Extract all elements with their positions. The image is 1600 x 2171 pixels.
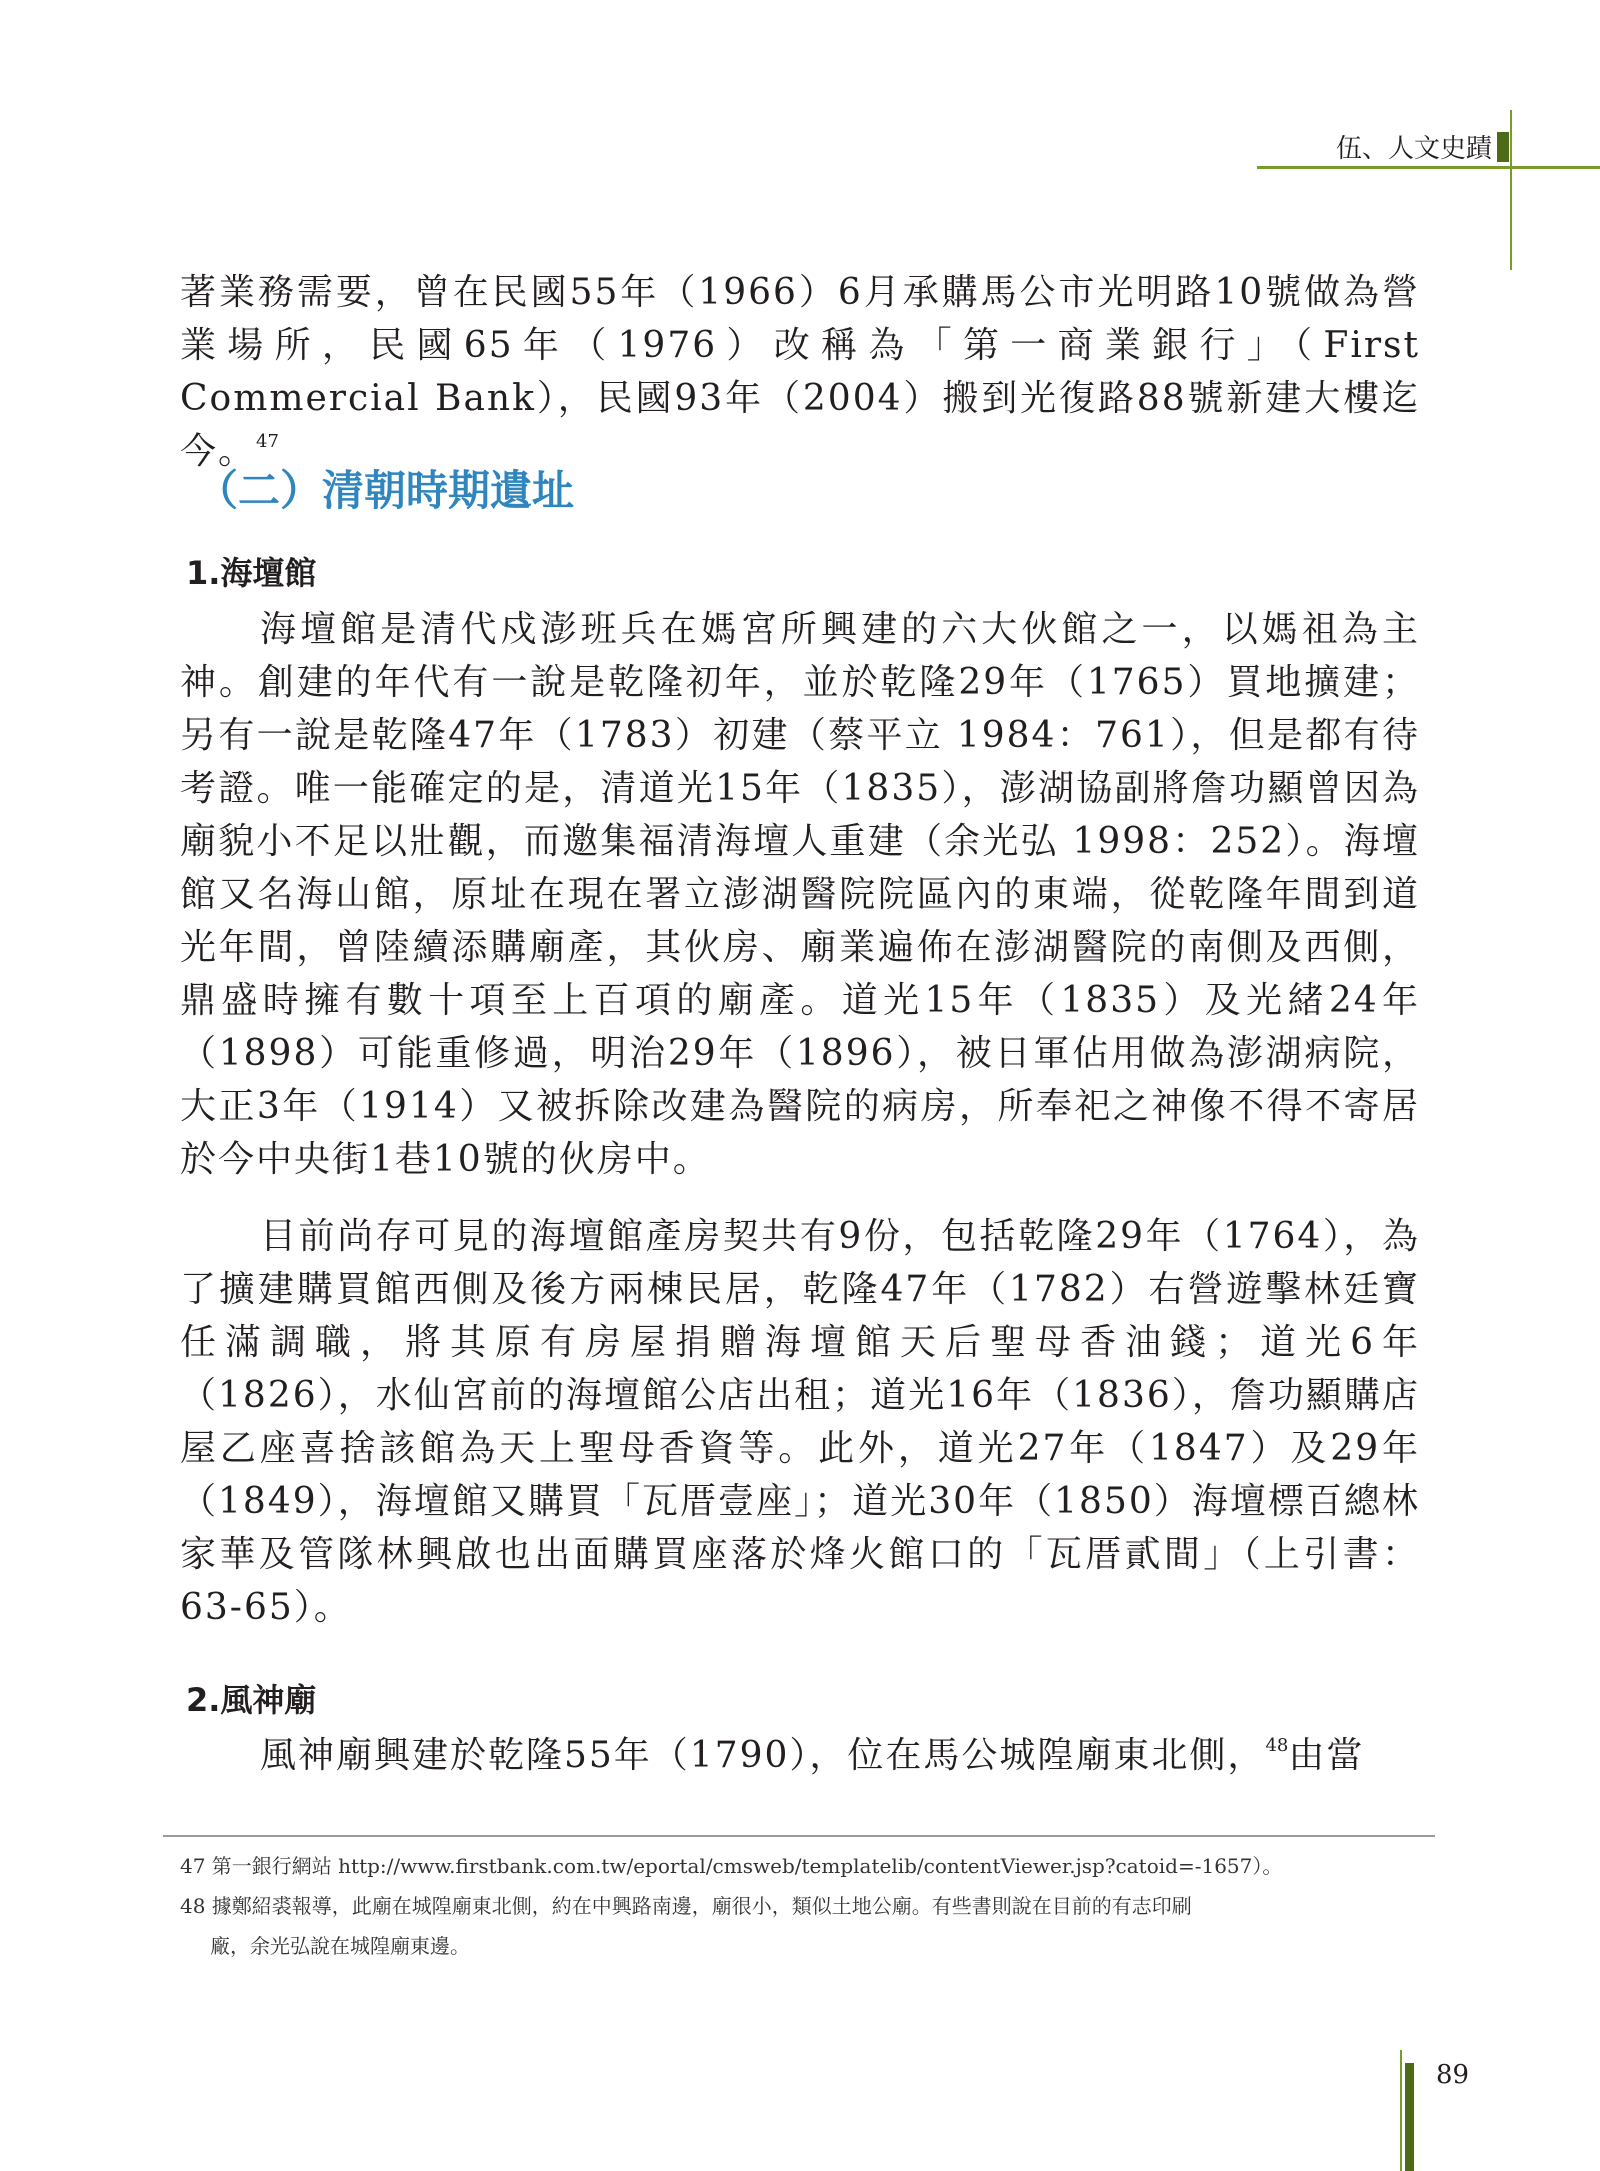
footnote-48-line-1: 48 據鄭紹裘報導，此廟在城隍廟東北側，約在中興路南邊，廟很小，類似土地公廟。有些書則說在目前的有志印刷 xyxy=(180,1894,1192,1918)
haitan-paragraph-1: 海壇館是清代戍澎班兵在媽宮所興建的六大伙館之一，以媽祖為主神。創建的年代有一說是乾隆初年，並於乾隆29年（1765）買地擴建；另有一說是乾隆47年（1783）初建（蔡平立 1984：761），但是都有待考證。唯一能確定的是，清道光15年（1835），澎湖協副將詹功顯曾因為廟貌小不足以壯觀，而邀集福清海壇人重建（余光弘 1998：252）。海壇館又名海山館，原址在現在署立澎湖醫院院區內的東端，從乾隆年間到道光年間，曾陸續添購廟產，其伙房、廟業遍佈在澎湖醫院的南側及西側，鼎盛時擁有數十項至上百項的廟產。道光15年（1835）及光緒24年（1898）可能重修過，明治29年（1896），被日軍佔用做為澎湖病院，大正3年（1914）又被拆除改建為醫院的病房，所奉祀之神像不得不寄居於今中央街1巷10號的伙房中。 xyxy=(180,609,1420,1180)
haitan-paragraph-2: 目前尚存可見的海壇館產房契共有9份，包括乾隆29年（1764），為了擴建購買館西側及後方兩棟民居，乾隆47年（1782）右營遊擊林廷寶任滿調職，將其原有房屋捐贈海壇館天后聖母香油錢；道光6年（1826），水仙宮前的海壇館公店出租；道光16年（1836），詹功顯購店屋乙座喜捨該館為天上聖母香資等。此外，道光27年（1847）及29年（1849），海壇館又購買「瓦厝壹座」；道光30年（1850）海壇標百總林家華及管隊林興啟也出面購買座落於烽火館口的「瓦厝貳間」（上引書：63-65）。 xyxy=(180,1216,1420,1628)
footnote-ref-47[interactable]: 47 xyxy=(256,431,279,452)
subsection-heading-haitan: 1.海壇館 xyxy=(186,554,317,592)
page-number: 89 xyxy=(1436,2060,1470,2090)
footnote-ref-48[interactable]: 48 xyxy=(1265,1735,1289,1756)
intro-paragraph xyxy=(180,266,1420,478)
footnote-48-line-2: 廠，余光弘說在城隍廟東邊。 xyxy=(210,1934,470,1958)
footnote-48 xyxy=(180,1886,1420,1966)
footer-vertical-rule xyxy=(1400,2050,1402,2171)
subsection-heading-fengshen: 2.風神廟 xyxy=(186,1681,317,1719)
footnote-divider xyxy=(163,1835,1435,1837)
footer-marker-bar xyxy=(1405,2063,1414,2171)
footnote-47: 47 第一銀行網站 http://www.firstbank.com.tw/eportal/cmsweb/templatelib/contentViewer.jsp?catoid=-1657）。 xyxy=(180,1854,1283,1878)
header-rule xyxy=(1257,166,1600,169)
header-vertical-rule xyxy=(1510,110,1512,270)
intro-paragraph-text: 著業務需要，曾在民國55年（1966）6月承購馬公市光明路10號做為營業場所，民國65年（1976）改稱為「第一商業銀行」（First Commercial Bank），民國93年（2004）搬到光復路88號新建大樓迄今。 xyxy=(180,272,1420,472)
fengshen-paragraph-end: 由當 xyxy=(1288,1735,1365,1776)
fengshen-paragraph xyxy=(180,1729,1420,1782)
section-heading: （二）清朝時期遺址 xyxy=(196,466,575,515)
header-marker-block xyxy=(1497,132,1509,162)
fengshen-paragraph-text: 風神廟興建於乾隆55年（1790），位在馬公城隍廟東北側， xyxy=(260,1735,1266,1776)
running-header: 伍、人文史蹟 xyxy=(1335,134,1492,164)
